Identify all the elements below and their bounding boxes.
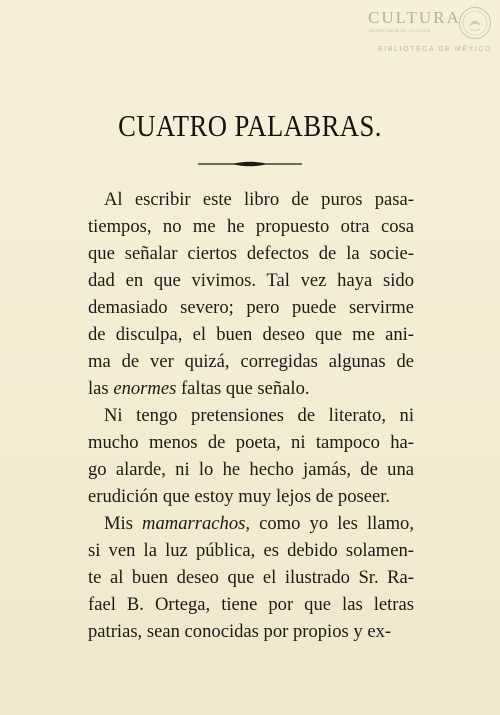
text-segment: patrias, sean conocidas por propios y ex- (88, 621, 392, 642)
text-segment: ma de ver quizá, corregidas algunas de (88, 351, 414, 372)
text-line (88, 537, 414, 564)
text-line (88, 240, 414, 267)
text-segment: las (88, 378, 114, 399)
page-title: CUATRO PALABRAS. (118, 108, 382, 143)
text-segment: erudición que estoy muy lejos de poseer. (88, 486, 391, 507)
text-line (88, 213, 414, 240)
text-segment: faltas que señalo. (176, 378, 310, 399)
text-segment: te al buen deseo que el ilustrado Sr. Ra- (88, 567, 414, 588)
text-segment: de disculpa, el buen deseo que me ani- (88, 324, 414, 345)
text-line (88, 618, 414, 645)
national-seal-icon (458, 6, 492, 40)
text-segment: si ven la luz pública, es debido solamen- (88, 540, 414, 561)
text-line (88, 186, 414, 213)
watermark-title: CULTURA (368, 8, 461, 27)
text-segment: go alarde, ni lo he hecho jamás, de una (88, 459, 414, 480)
text-line (88, 294, 414, 321)
text-segment: Ni tengo pretensiones de literato, ni (104, 405, 414, 426)
watermark-library: BIBLIOTECA DE MÉXICO (378, 46, 493, 53)
text-line (88, 456, 414, 483)
text-segment: mucho menos de poeta, ni tampoco ha- (88, 432, 414, 453)
text-line (88, 375, 414, 402)
text-segment: Al escribir este libro de puros pasa- (104, 189, 414, 210)
text-segment: dad en que vivimos. Tal vez haya sido (88, 270, 414, 291)
text-segment: Mis (104, 513, 143, 534)
text-segment: tiempos, no me he propuesto otra cosa (88, 216, 414, 237)
text-segment: demasiado severo; pero puede servirme (88, 297, 414, 318)
text-segment: fael B. Ortega, tiene por que las letras (88, 594, 414, 615)
text-line (88, 591, 414, 618)
text-segment: como yo les llamo, (250, 513, 414, 534)
text-segment: mamarrachos, (142, 513, 250, 534)
library-watermark (360, 2, 500, 62)
ornamental-rule-icon (198, 159, 302, 169)
text-line (88, 483, 414, 510)
text-line (88, 321, 414, 348)
text-line (88, 564, 414, 591)
text-segment: que señalar ciertos defectos de la socie- (88, 243, 414, 264)
text-line (88, 348, 414, 375)
text-line (88, 402, 414, 429)
text-line (88, 267, 414, 294)
text-line (88, 429, 414, 456)
text-segment: enormes (113, 378, 177, 399)
watermark-subtitle: SECRETARÍA DE CULTURA (369, 28, 431, 33)
body-text (88, 186, 414, 645)
text-line (88, 510, 414, 537)
